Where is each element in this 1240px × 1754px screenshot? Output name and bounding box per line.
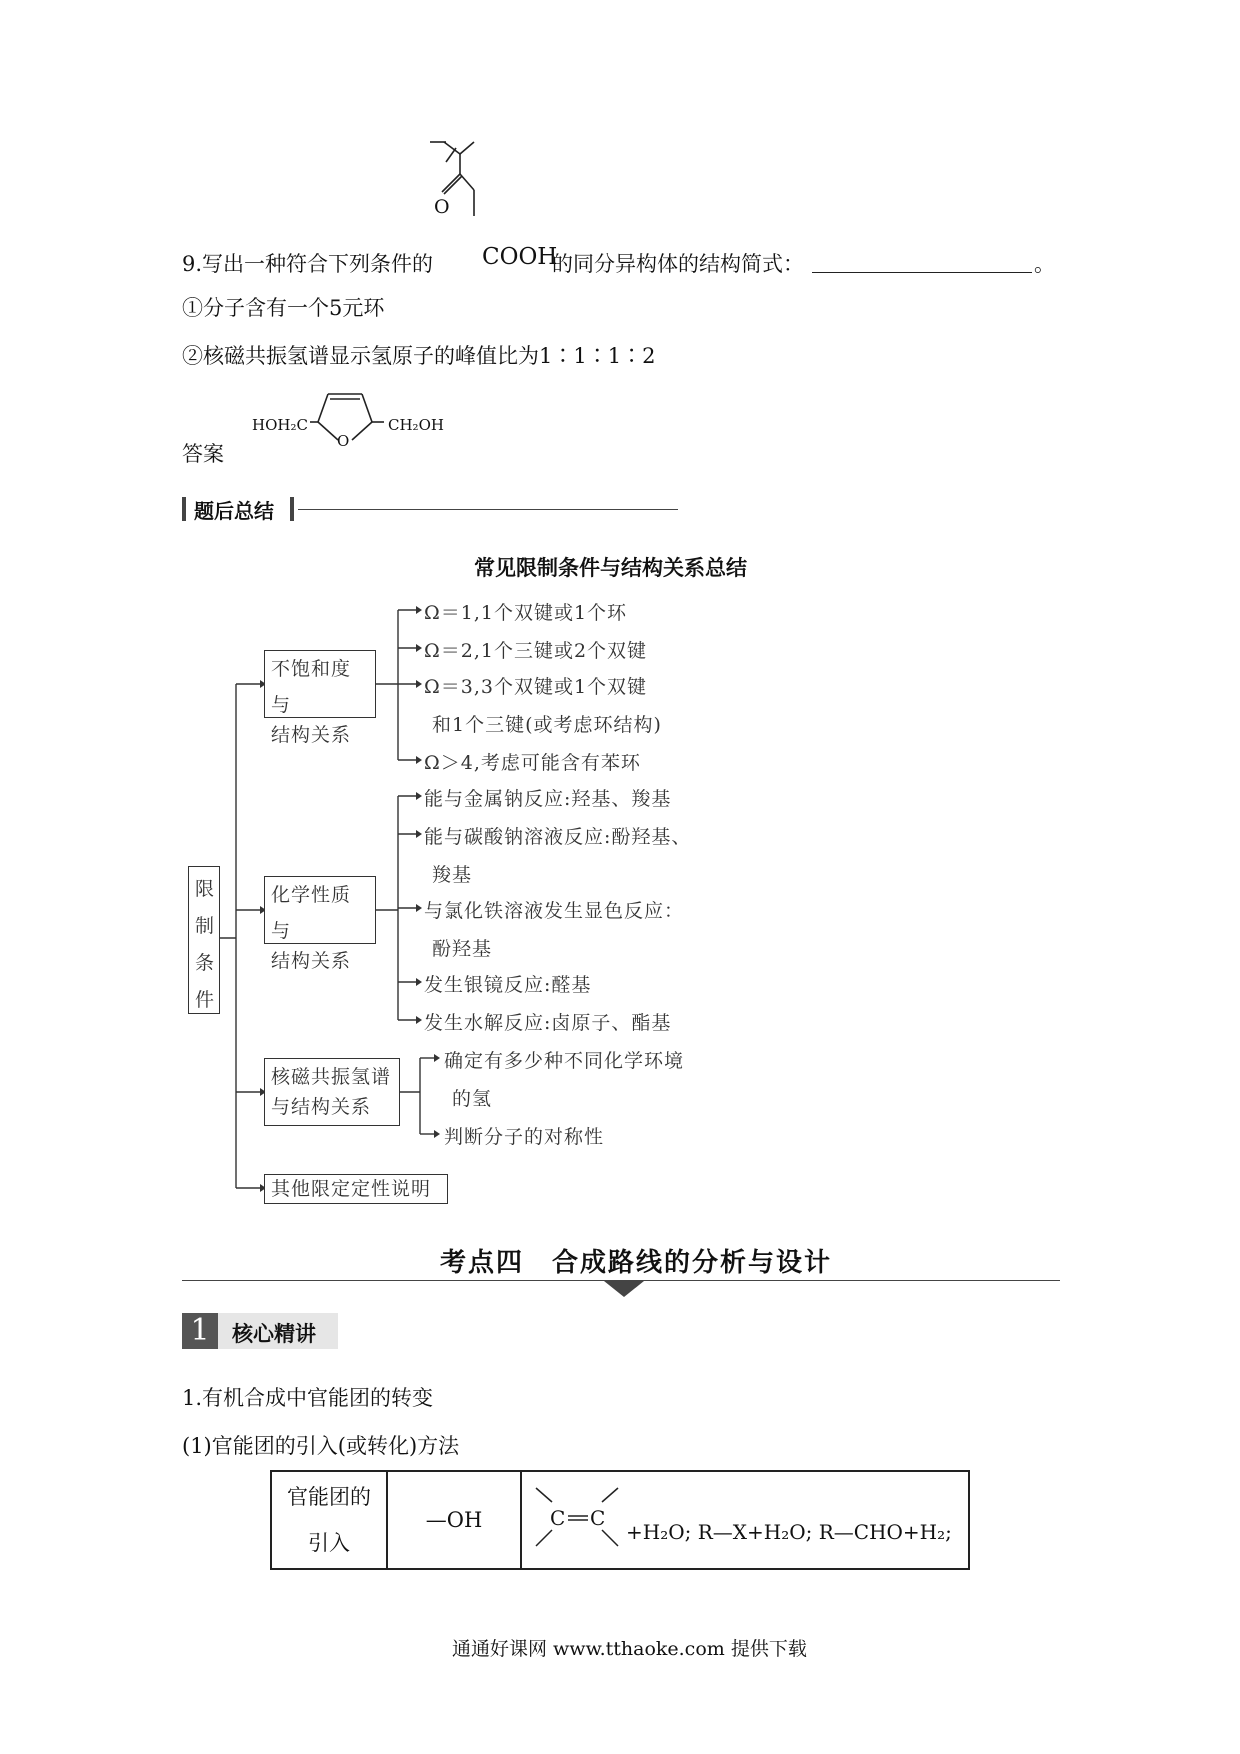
branch-label-line: 不饱和度与: [271, 658, 352, 716]
answer-left-group: HOH₂C: [252, 416, 308, 434]
branch-item: 和1个三键(或考虑环结构): [432, 714, 662, 736]
table-group-cell: [387, 1471, 521, 1569]
branch-label-line: 化学性质与: [271, 884, 352, 942]
branch-item: Ω＞4,考虑可能含有苯环: [424, 752, 641, 774]
functional-group-table: [270, 1470, 970, 1570]
branch-label-line: 结构关系: [271, 950, 352, 972]
answer-right-group: CH₂OH: [388, 416, 444, 434]
mol-oxygen-label: O: [434, 196, 450, 218]
badge-number-box: [182, 1313, 218, 1349]
answer-label: 答案: [182, 442, 224, 466]
branch-box-chemical-properties: [264, 876, 376, 972]
cc-left: C: [550, 1506, 566, 1530]
branch-item: Ω＝2,1个三键或2个双键: [424, 640, 648, 662]
table-header-cell: [271, 1471, 387, 1569]
table-row: [271, 1471, 969, 1569]
badge-label: 核心精讲: [232, 1322, 316, 1346]
branch-item: 酚羟基: [432, 938, 493, 960]
mol-cooh-label: COOH: [482, 244, 558, 270]
question-suffix: 的同分异构体的结构简式：: [552, 252, 804, 276]
branch-item: 发生水解反应:卤原子、酯基: [424, 1012, 672, 1034]
branch-label-line: 与结构关系: [271, 1096, 372, 1118]
alkene-bond-structure: [532, 1486, 622, 1558]
section-badge: [182, 1313, 338, 1349]
diagram-title: 常见限制条件与结构关系总结: [474, 556, 747, 580]
cc-right: C: [590, 1506, 606, 1530]
branch-label-line: 结构关系: [271, 724, 352, 746]
branch-label-line: 其他限定定性说明: [271, 1178, 432, 1200]
branch-item: 能与金属钠反应:羟基、羧基: [424, 788, 672, 810]
branch-label-line: 核磁共振氢谱: [271, 1066, 392, 1088]
condition-1: ①分子含有一个5元环: [182, 296, 385, 320]
badge-number: 1: [190, 1313, 210, 1348]
branch-item: 判断分子的对称性: [444, 1126, 605, 1148]
condition-2: ②核磁共振氢谱显示氢原子的峰值比为1∶1∶1∶2: [182, 344, 656, 368]
table-method-cell: [521, 1471, 969, 1569]
branch-item: 与氯化铁溶液发生显色反应：: [424, 900, 685, 922]
root-char: 件: [195, 989, 216, 1011]
group-oh: —OH: [425, 1508, 483, 1532]
branch-item: 发生银镜反应:醛基: [424, 974, 592, 996]
branch-item: Ω＝3,3个双键或1个双键: [424, 676, 648, 698]
branch-item: Ω＝1,1个双键或1个环: [424, 602, 628, 624]
branch-item: 的氢: [452, 1088, 493, 1110]
root-char: 条: [195, 952, 216, 974]
ring-oxygen: O: [337, 432, 350, 450]
header-line: 引入: [308, 1531, 350, 1555]
root-box-restriction-conditions: [188, 866, 220, 1014]
root-char: 限: [195, 878, 216, 900]
question-text: 9.写出一种符合下列条件的: [182, 252, 434, 276]
branch-box-unsaturation: [264, 650, 376, 746]
summary-header-label: 题后总结: [194, 499, 274, 523]
header-line: 官能团的: [287, 1485, 371, 1509]
paragraph-1: 1.有机合成中官能团的转变: [182, 1386, 434, 1410]
branch-item: 羧基: [432, 864, 473, 886]
section-divider-notch: [604, 1281, 644, 1299]
branch-box-nmr: [264, 1058, 400, 1126]
question-end-mark: 。: [1034, 252, 1055, 276]
root-char: 制: [195, 915, 216, 937]
method-text: +H₂O; R—X+H₂O; R—CHO+H₂;: [626, 1520, 952, 1544]
branch-box-other: [264, 1174, 448, 1204]
footer-text: 通通好课网 www.tthaoke.com 提供下载: [452, 1638, 807, 1660]
section-title: 考点四 合成路线的分析与设计: [440, 1248, 833, 1278]
paragraph-2: (1)官能团的引入(或转化)方法: [182, 1434, 460, 1458]
branch-item: 能与碳酸钠溶液反应:酚羟基、: [424, 826, 692, 848]
branch-item: 确定有多少种不同化学环境: [444, 1050, 685, 1072]
